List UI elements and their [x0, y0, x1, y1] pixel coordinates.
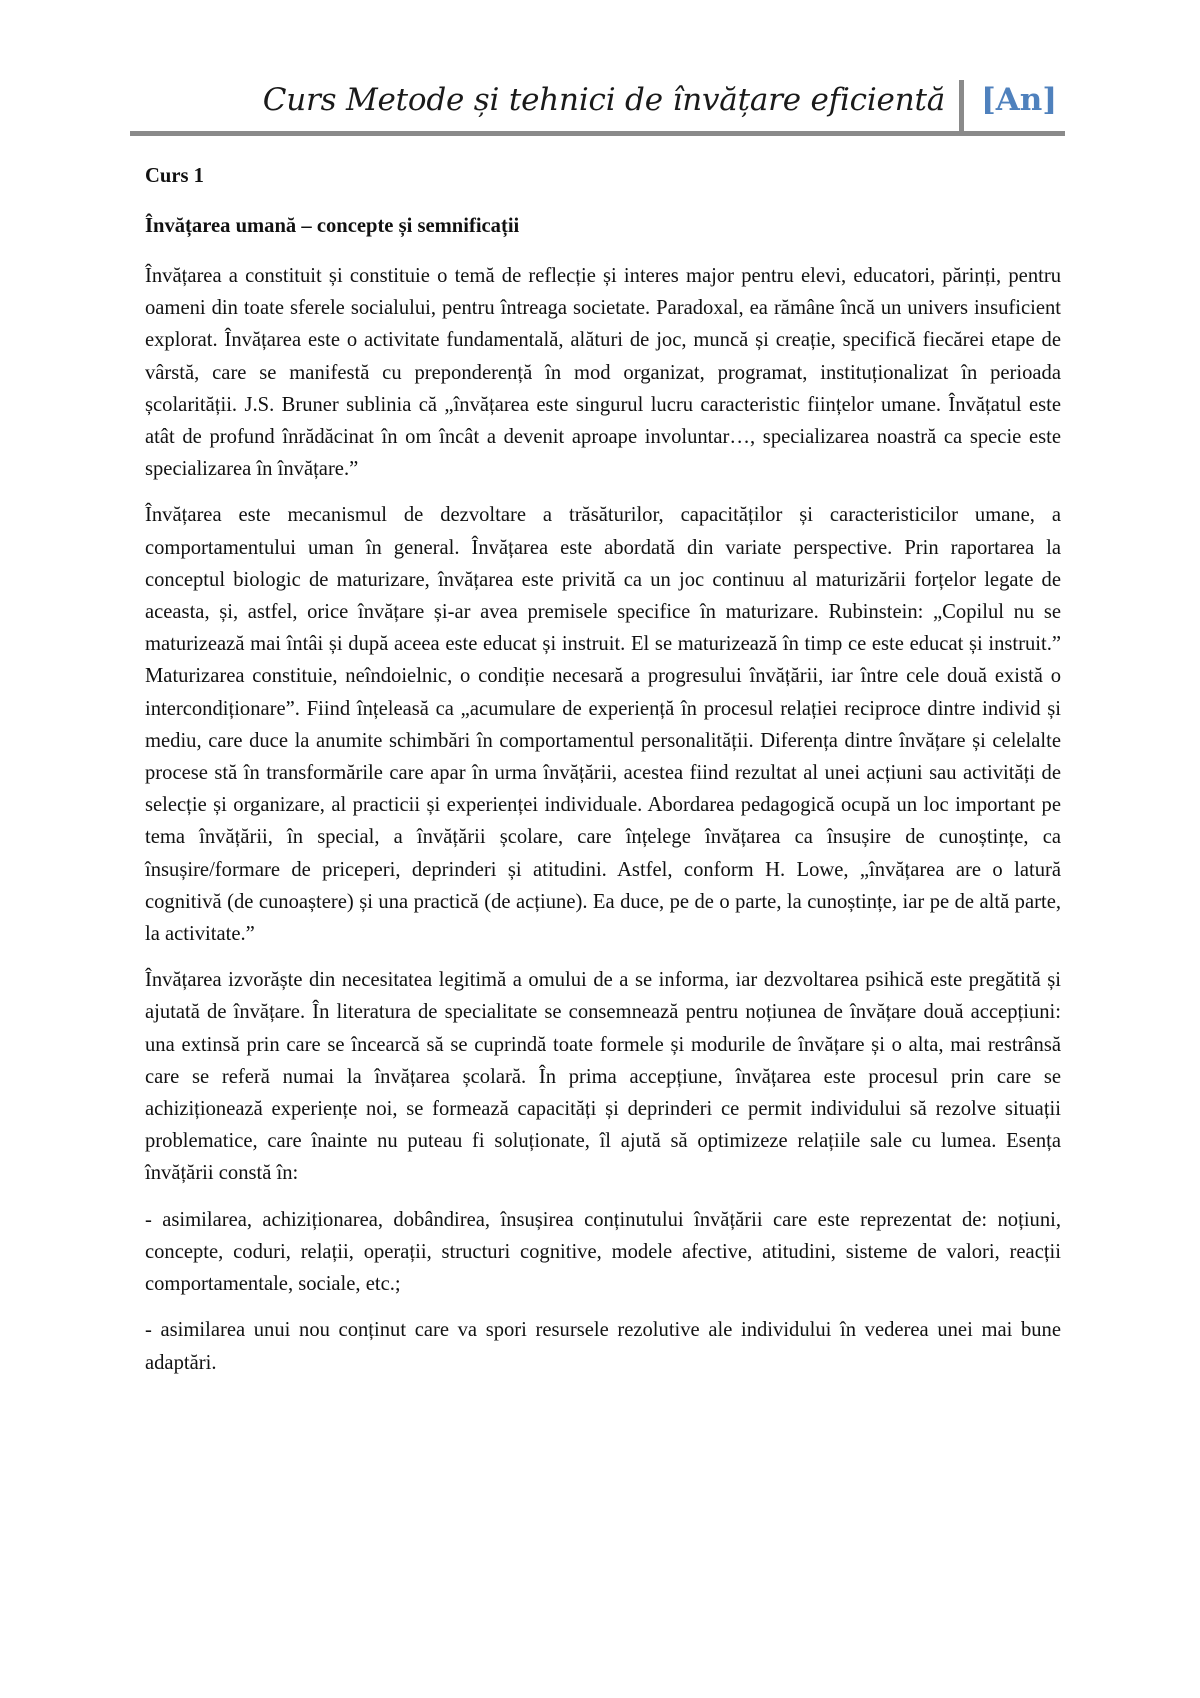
paragraph-1: Învățarea a constituit și constituie o temă de reflecție și interes major pentru elevi, educatori, părinți, pentru oameni din toate sferele socialului, pentru întreaga societate. Paradoxal, ea rămâne încă un univers insuficient explorat. Învățarea este o activitate fundamentală, alături de joc, muncă și creație, specifică fiecărei etape de vârstă, care se manifestă cu preponderență în mod organizat, programat, instituționalizat în perioada școlarității. J.S. Bruner sublinia că „învățarea este singurul lucru caracteristic ființelor umane. Învățatul este atât de profund înrădăcinat în om încât a devenit aproape involuntar…, specializarea noastră ca specie este specializarea în învățare.” — [145, 265, 1061, 481]
paragraph-2: Învățarea este mecanismul de dezvoltare a trăsăturilor, capacităților și caracteristicilor umane, a comportamentului uman în general. Învățarea este abordată din variate perspective. Prin raportarea la conceptul biologic de maturizare, învățarea este privită ca un joc continuu al maturizării forțelor legate de aceasta, și, astfel, orice învățare și-ar avea premisele specifice în maturizare. Rubinstein: „Copilul nu se maturizează mai întâi și după aceea este educat și instruit. El se maturizează în timp ce este educat și instruit.” Maturizarea constituie, neîndoielnic, o condiție necesară a progresului învățării, iar între cele două există o intercondiționare”. Fiind înțeleasă ca „acumulare de experiență în procesul relației reciproce dintre individ și mediu, care duce la anumite schimbări în comportamentul personalității. Diferența dintre învățare și celelalte procese stă în transformările care apar în urma învățării, acestea fiind rezultat al unei acțiuni sau activități de selecție și organizare, al practicii și experienței individuale. Abordarea pedagogică ocupă un loc important pe tema învățării, în special, a învățării școlare, care înțelege învățarea ca însușire de cunoștințe, ca însușire/formare de priceperi, deprinderi și atitudini. Astfel, conform H. Lowe, „învățarea are o latură cognitivă (de cunoaștere) și una practică (de acțiune). Ea duce, pe de o parte, la cunoștințe, iar pe de altă parte, la activitate.” — [145, 504, 1061, 946]
header-title: Curs Metode și tehnici de învățare eficientă — [262, 82, 945, 118]
paragraph-3: Învățarea izvorăște din necesitatea legitimă a omului de a se informa, iar dezvoltarea psihică este pregătită și ajutată de învățare. În literatura de specialitate se consemnează pentru noțiunea de învățare două accepțiuni: una extinsă prin care se încearcă să se cuprindă toate formele și modurile de învățare și o alta, mai restrânsă care se referă numai la învățarea școlară. În prima accepțiune, învățarea este procesul prin care se achiziționează experiențe noi, se formează capacități și deprinderi ce permit individului să rezolve situații problematice, care înainte nu puteau fi soluționate, îl ajută să optimizeze relațiile sale cu lumea. Esența învățării constă în: — [145, 969, 1061, 1185]
page-header — [130, 74, 1065, 132]
section-title: Învățarea umană – concepte și semnificații — [145, 215, 520, 237]
course-label: Curs 1 — [145, 165, 204, 187]
list-item-2: - asimilarea unui nou conținut care va spori resursele rezolutive ale individului în vederea unei mai bune adaptări. — [145, 1319, 1061, 1374]
document-body — [145, 160, 1061, 1393]
header-rule — [130, 131, 1065, 136]
header-divider — [959, 80, 964, 132]
header-year-placeholder: [An] — [981, 82, 1057, 118]
list-item-1: - asimilarea, achiziționarea, dobândirea, însușirea conținutului învățării care este reprezentat de: noțiuni, concepte, coduri, relații, operații, structuri cognitive, modele afective, atitudini, sisteme de valori, reacții comportamentale, sociale, etc.; — [145, 1208, 1061, 1296]
